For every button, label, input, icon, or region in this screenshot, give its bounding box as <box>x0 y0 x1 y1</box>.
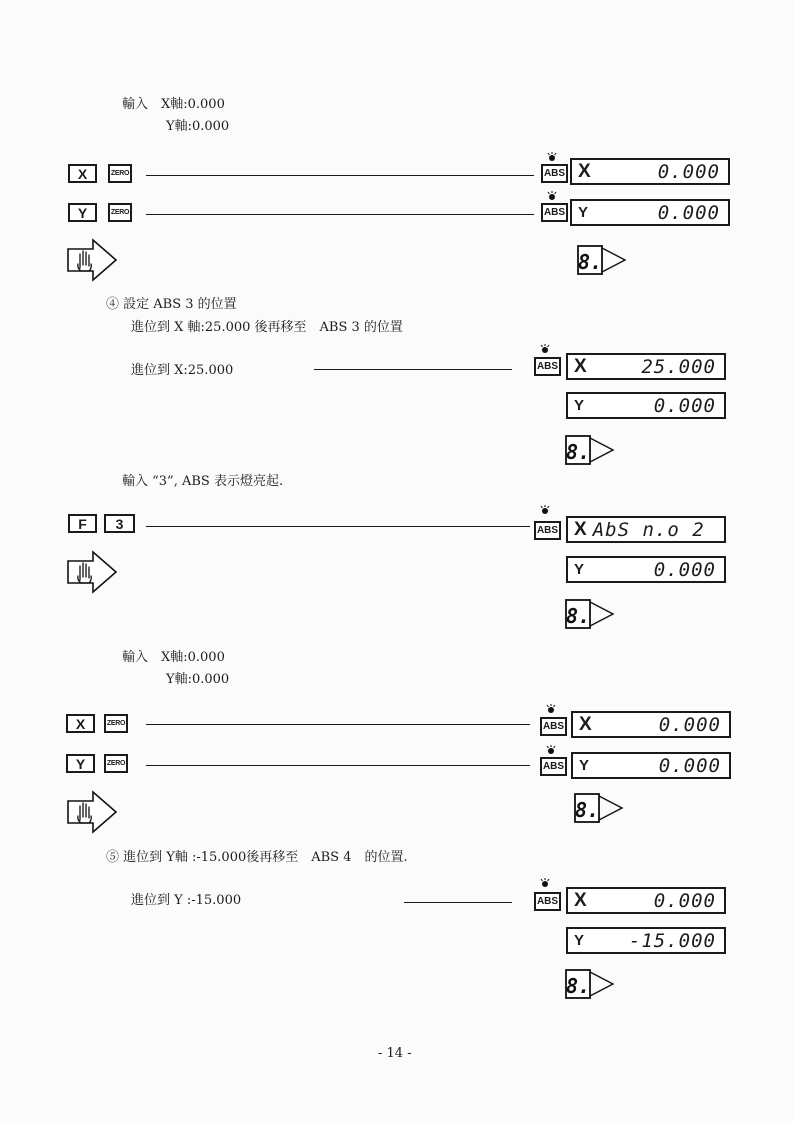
seg-digit: 8. <box>565 440 591 464</box>
x-display <box>566 516 726 543</box>
y-readout: 0.000 <box>658 754 721 777</box>
x-key[interactable]: X <box>68 164 97 183</box>
abs-indicator: ABS <box>540 757 567 776</box>
x-zero-key[interactable]: ZERO <box>104 714 128 733</box>
seg-display-button[interactable] <box>574 788 626 828</box>
x-key[interactable]: X <box>66 714 95 733</box>
y-key[interactable]: Y <box>68 203 97 222</box>
y-display <box>566 556 726 583</box>
seg-display-button[interactable] <box>565 964 617 1004</box>
seg-digit: 8. <box>565 974 591 998</box>
x-readout: 0.000 <box>658 713 721 736</box>
page-number: - 14 - <box>378 1046 412 1061</box>
abs-indicator: ABS <box>541 203 568 222</box>
x-display <box>571 711 731 738</box>
connector-line <box>146 175 534 176</box>
seg-digit: 8. <box>574 798 600 822</box>
three-key[interactable]: 3 <box>104 514 135 533</box>
y-display <box>571 752 731 779</box>
x-axis-label: X <box>574 889 587 911</box>
step4-subline: 進位到 X 軸:25.000 後再移至 ABS 3 的位置 <box>131 320 403 335</box>
abs-led-icon <box>546 745 556 755</box>
x-axis-label: X <box>579 713 592 735</box>
seg-digit: 8. <box>565 604 591 628</box>
connector-line <box>404 902 512 903</box>
step4-heading: ④ 設定 ABS 3 的位置 <box>106 297 237 312</box>
connector-line <box>146 724 530 725</box>
x-readout: AbS n.o 2 <box>592 518 705 541</box>
y-readout: 0.000 <box>657 201 720 224</box>
step4-move-label: 進位到 X:25.000 <box>131 363 234 378</box>
x-readout: 25.000 <box>641 355 716 378</box>
x-display <box>570 158 730 185</box>
y-axis-label: Y <box>574 397 585 414</box>
enter-hand-button[interactable] <box>66 238 118 282</box>
abs-indicator: ABS <box>534 357 561 376</box>
abs-led-icon <box>540 878 550 888</box>
step5-heading: ⑤ 進位到 Y軸 :-15.000後再移至 ABS 4 的位置. <box>106 850 408 865</box>
seg-display-button[interactable] <box>565 594 617 634</box>
y-axis-label: Y <box>574 561 585 578</box>
connector-line <box>314 369 512 370</box>
connector-line <box>146 214 534 215</box>
connector-line <box>146 765 530 766</box>
y-readout: -15.000 <box>628 929 716 952</box>
intro-line-2: Y軸:0.000 <box>166 672 230 687</box>
abs-indicator: ABS <box>541 164 568 183</box>
y-zero-key[interactable]: ZERO <box>108 203 132 222</box>
seg-display-button[interactable] <box>577 240 629 280</box>
abs-indicator: ABS <box>540 717 567 736</box>
y-readout: 0.000 <box>653 558 716 581</box>
intro-line-1: 輸入 X軸:0.000 <box>122 650 225 665</box>
x-display <box>566 353 726 380</box>
abs-led-icon <box>547 152 557 162</box>
y-axis-label: Y <box>578 204 589 221</box>
x-axis-label: X <box>578 160 591 182</box>
y-display <box>566 392 726 419</box>
abs-led-icon <box>546 704 556 714</box>
abs-led-icon <box>547 191 557 201</box>
seg-display-button[interactable] <box>565 430 617 470</box>
x-zero-key[interactable]: ZERO <box>108 164 132 183</box>
f-key[interactable]: F <box>68 514 97 533</box>
intro-line-1: 輸入 X軸:0.000 <box>122 97 225 112</box>
y-readout: 0.000 <box>653 394 716 417</box>
y-display <box>566 927 726 954</box>
x-axis-label: X <box>574 355 587 377</box>
x-readout: 0.000 <box>657 160 720 183</box>
abs-indicator: ABS <box>534 521 561 540</box>
connector-line <box>146 526 530 527</box>
x-readout: 0.000 <box>653 889 716 912</box>
y-axis-label: Y <box>574 932 585 949</box>
abs-led-icon <box>540 344 550 354</box>
y-key[interactable]: Y <box>66 754 95 773</box>
step5-move-label: 進位到 Y :-15.000 <box>131 893 242 908</box>
x-display <box>566 887 726 914</box>
f3-instruction: 輸入 “3”, ABS 表示燈亮起. <box>122 474 284 489</box>
intro-line-2: Y軸:0.000 <box>166 119 230 134</box>
x-axis-label: X <box>574 518 587 540</box>
y-axis-label: Y <box>579 757 590 774</box>
abs-led-icon <box>540 505 550 515</box>
y-zero-key[interactable]: ZERO <box>104 754 128 773</box>
y-display <box>570 199 730 226</box>
enter-hand-button[interactable] <box>66 790 118 834</box>
seg-digit: 8. <box>577 250 603 274</box>
abs-indicator: ABS <box>534 892 561 911</box>
enter-hand-button[interactable] <box>66 550 118 594</box>
